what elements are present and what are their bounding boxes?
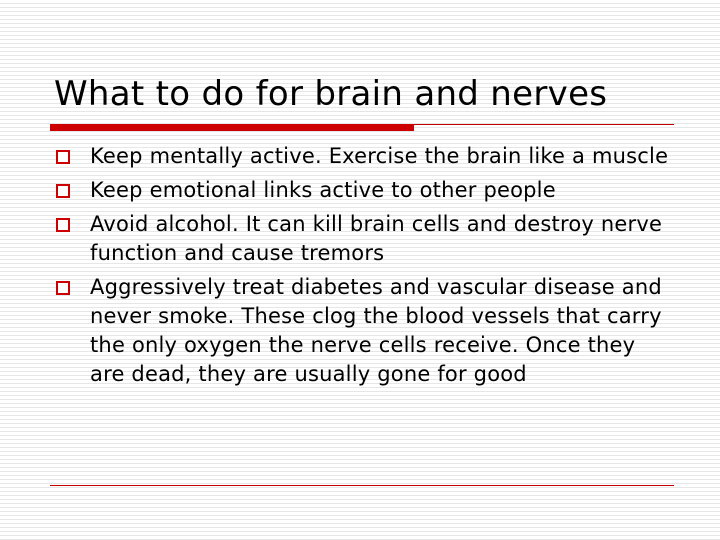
list-item <box>56 176 676 205</box>
bullet-text: Keep mentally active. Exercise the brain like a muscle <box>90 144 669 168</box>
hollow-square-bullet-icon <box>56 281 70 295</box>
list-item <box>56 273 676 389</box>
bullet-text: Keep emotional links active to other people <box>90 178 556 202</box>
bullet-text: Aggressively treat diabetes and vascular disease and never smoke. These clog the blood vessels that carry the only oxygen the nerve cells receive. Once they are dead, they are usually gone for good <box>90 275 662 386</box>
hollow-square-bullet-icon <box>56 184 70 198</box>
hollow-square-bullet-icon <box>56 150 70 164</box>
bullet-list <box>56 142 676 394</box>
bottom-divider <box>50 485 674 486</box>
slide-title: What to do for brain and nerves <box>54 74 608 114</box>
hollow-square-bullet-icon <box>56 218 70 232</box>
list-item <box>56 142 676 171</box>
title-underline <box>50 124 674 132</box>
bullet-text: Avoid alcohol. It can kill brain cells and destroy nerve function and cause tremors <box>90 212 663 265</box>
list-item <box>56 210 676 268</box>
title-underline-thick <box>50 124 414 131</box>
